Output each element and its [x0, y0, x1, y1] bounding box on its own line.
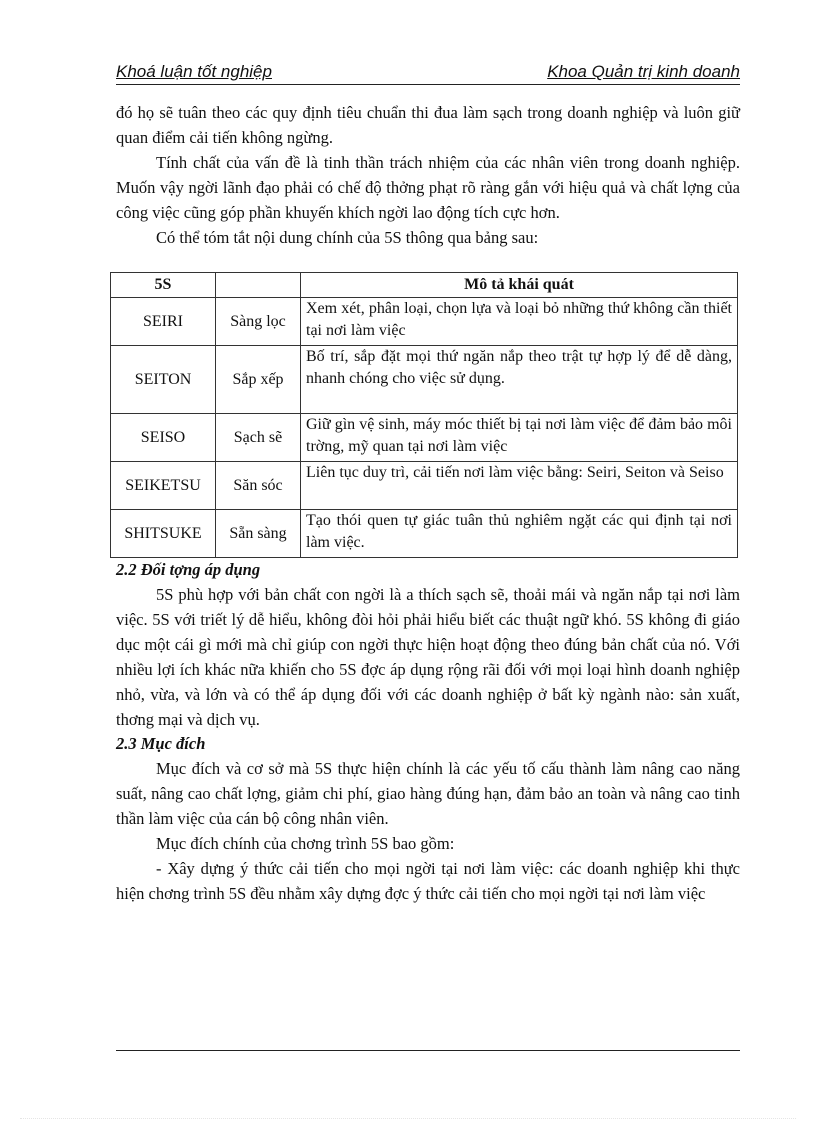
table-cell-desc: Tạo thói quen tự giác tuân thủ nghiêm ngặt các qui định tại nơi làm việc.	[301, 510, 738, 558]
section-2-2-heading: 2.2 Đối tợng áp dụng	[116, 560, 261, 579]
table-header-cell: 5S	[111, 273, 216, 298]
table-row	[111, 414, 738, 462]
bullet-text: Xây dựng ý thức cải tiến cho mọi ngời tại nơi làm việc: các doanh nghiệp khi thực hiện chơng trình 5S đều nhằm xây dựng đợc ý thức cải tiến cho mọi ngời tại nơi làm việc	[116, 859, 741, 903]
table-cell-desc: Giữ gìn vệ sinh, máy móc thiết bị tại nơi làm việc để đảm bảo môi trờng, mỹ quan tại nơi làm việc	[301, 414, 738, 462]
table-cell-code: SHITSUKE	[111, 510, 216, 558]
table-row	[111, 462, 738, 510]
section-2-3-heading: 2.3 Mục đích	[116, 734, 206, 753]
bullet-item	[116, 856, 740, 906]
table-cell-desc: Liên tục duy trì, cải tiến nơi làm việc bằng: Seiri, Seiton và Seiso	[301, 462, 738, 510]
footer-rule	[116, 1050, 740, 1051]
table-header-cell: Mô tả khái quát	[301, 273, 738, 298]
section-2-2-paragraph: 5S phù hợp với bản chất con ngời là a thích sạch sẽ, thoải mái và ngăn nắp tại nơi làm việc. 5S với triết lý dễ hiểu, không đòi hỏi phải hiểu biết các thuật ngữ khó. 5S không đi giáo dục một cái gì mới mà chỉ giúp con ngời thực hiện hoạt động theo đúng bản chất của nó. Với nhiều lợi ích khác nữa khiến cho 5S đợc áp dụng rộng rãi đối với mọi loại hình doanh nghiệp nhỏ, vừa, và lớn và có thể áp dụng đối với các doanh nghiệp ở bất kỳ ngành nào: sản xuất, thơng mại và dịch vụ.	[116, 585, 740, 729]
table-cell-vn: Sẵn sàng	[216, 510, 301, 558]
page-edge-dots	[20, 1118, 796, 1119]
table-cell-vn: Săn sóc	[216, 462, 301, 510]
intro-paragraph-3: Có thể tóm tắt nội dung chính của 5S thông qua bảng sau:	[156, 228, 539, 247]
table-cell-desc: Xem xét, phân loại, chọn lựa và loại bỏ những thứ không cần thiết tại nơi làm việc	[301, 298, 738, 346]
page-body	[116, 100, 740, 906]
intro-paragraph-1: đó họ sẽ tuân theo các quy định tiêu chuẩn thi đua làm sạch trong doanh nghiệp và luôn giữ quan điểm cải tiến không ngừng.	[116, 103, 740, 147]
table-cell-vn: Sắp xếp	[216, 346, 301, 414]
table-cell-code: SEITON	[111, 346, 216, 414]
table-header-row	[111, 273, 738, 298]
table-cell-code: SEIRI	[111, 298, 216, 346]
table-row	[111, 298, 738, 346]
table-row	[111, 346, 738, 414]
section-2-3-paragraph-2: Mục đích chính của chơng trình 5S bao gồm:	[156, 834, 455, 853]
section-2-3-paragraph-1: Mục đích và cơ sở mà 5S thực hiện chính là các yếu tố cấu thành làm nâng cao năng suất, nâng cao chất lợng, giảm chi phí, giao hàng đúng hạn, đảm bảo an toàn và nâng cao tinh thần làm việc của cán bộ công nhân viên.	[116, 759, 740, 828]
table-header-cell	[216, 273, 301, 298]
table-cell-desc: Bố trí, sắp đặt mọi thứ ngăn nắp theo trật tự hợp lý để dễ dàng, nhanh chóng cho việc sử dụng.	[301, 346, 738, 414]
table-cell-vn: Sạch sẽ	[216, 414, 301, 462]
five-s-table	[110, 272, 738, 558]
table-cell-vn: Sàng lọc	[216, 298, 301, 346]
intro-paragraph-2: Tính chất của vấn đề là tinh thần trách nhiệm của các nhân viên trong doanh nghiệp. Muốn vậy ngời lãnh đạo phải có chế độ thởng phạt rõ ràng gắn với hiệu quả và chất lợng của công việc cũng góp phần khuyến khích ngời lao động tích cực hơn.	[116, 153, 740, 222]
page-header	[116, 62, 740, 85]
header-right: Khoa Quản trị kinh doanh	[547, 62, 740, 81]
header-left: Khoá luận tốt nghiệp	[116, 62, 272, 81]
table-row	[111, 510, 738, 558]
bullet-mark: -	[156, 859, 162, 878]
table-cell-code: SEISO	[111, 414, 216, 462]
table-cell-code: SEIKETSU	[111, 462, 216, 510]
